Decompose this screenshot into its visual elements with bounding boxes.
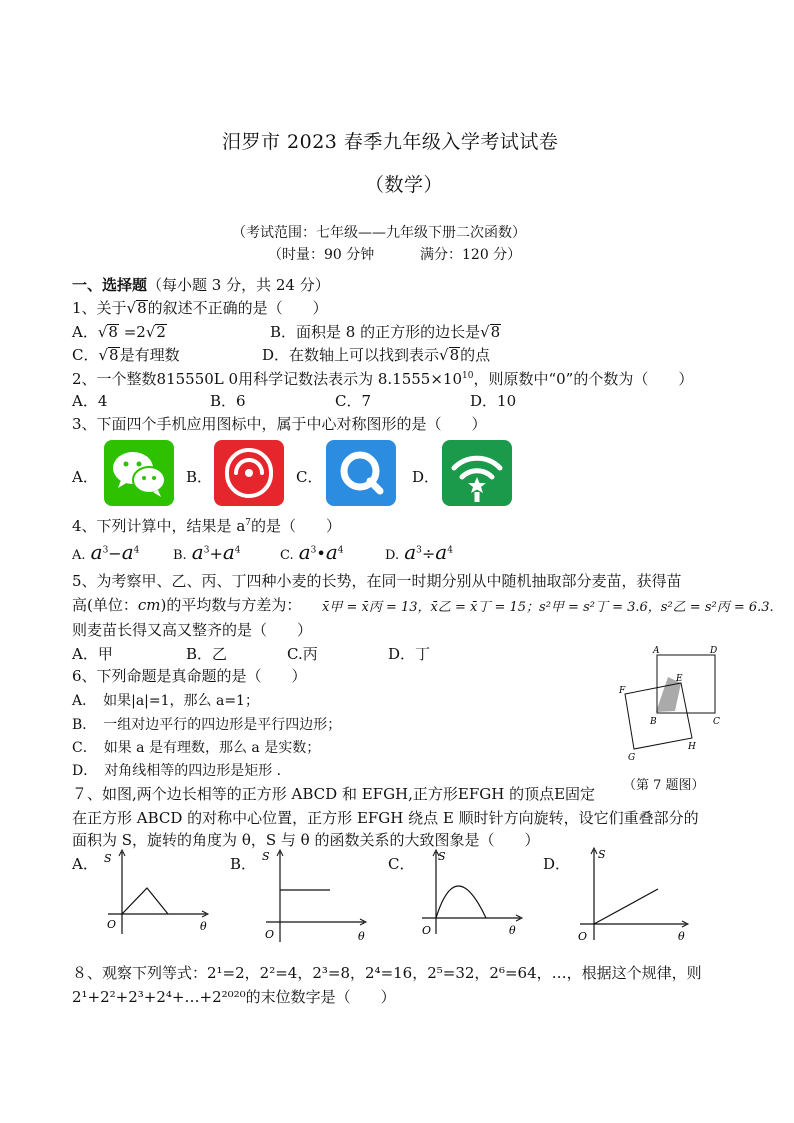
q6-option-d: D． 对角线相等的四边形是矩形 . (72, 763, 282, 779)
q1-b-text: B．面积是 8 的正方形的边长是 (270, 323, 481, 341)
q7-figure-caption: （第 7 题图） (623, 778, 705, 793)
q7-graph-c (414, 846, 529, 938)
q5-unit: cm (137, 596, 161, 614)
q1-a-radicand: 8 (108, 323, 118, 341)
q8-line2: 2¹+2²+2³+2⁴+…+2²⁰²⁰的末位数字是（ ） (72, 988, 396, 1006)
exam-title: 汨罗市 2023 春季九年级入学考试试卷 (222, 131, 559, 153)
q5-line2 (72, 594, 301, 615)
q7-graph-b (258, 846, 373, 946)
q3-label-c: C． (296, 468, 323, 486)
q4-a-base1: a (90, 540, 103, 564)
q1-stem: 1、关于√8的叙述不正确的是（ ） (72, 299, 328, 317)
q4-c-base2: a (325, 540, 338, 564)
fig-label-f: F (619, 686, 626, 696)
q1-a-label: A． (72, 323, 98, 341)
q4-c-label: C. (280, 548, 294, 563)
q6-option-c: C． 如果 a 是有理数，那么 a 是实数； (72, 740, 321, 756)
q4-d-exp2: 4 (447, 545, 453, 556)
q4-b-base2: a (222, 540, 235, 564)
q4-c-op: • (316, 544, 326, 563)
exam-score: 满分：120 分） (420, 247, 522, 263)
graph-d-s-label: S (598, 848, 606, 861)
section-title: 一、选择题 (72, 276, 148, 294)
q1-a-radicand2: 2 (156, 323, 166, 341)
q4-b-exp2: 4 (234, 545, 241, 556)
section-note: （每小题 3 分，共 24 分） (147, 276, 330, 294)
q2-exp: 10 (462, 371, 474, 381)
fig-label-b: B (650, 717, 657, 727)
graph-b-theta-label: θ (358, 930, 365, 943)
graph-d-theta-label: θ (678, 930, 685, 943)
q5-stats: x̄甲 = x̄丙 = 13，x̄乙 = x̄丁 = 15；s²甲 = s²丁 = 3.6，s²乙 = s²丙 = 6.3. (322, 600, 774, 615)
q6-option-a: A． 如果|a|=1，那么 a=1； (72, 693, 259, 709)
q3-stem: 3、下面四个手机应用图标中，属于中心对称图形的是（ ） (72, 415, 487, 433)
wechat-icon (104, 440, 174, 506)
q4-c-base1: a (298, 540, 311, 564)
q7-option-c: C． (388, 855, 415, 873)
sohu-icon (214, 440, 284, 506)
q3-label-d: D． (412, 468, 440, 486)
q2-option-a: A．4 (72, 392, 108, 410)
q4-d-exp1: 3 (416, 545, 422, 556)
q1-option-c: C．√8是有理数 (72, 346, 180, 364)
q4-a-exp2: 4 (133, 545, 140, 556)
graph-a-s-label: S (104, 852, 112, 865)
q1-option-a: A．√8 =2√2 (72, 323, 166, 341)
q4-tail: 的是（ ） (251, 517, 342, 535)
q5-line2-a: 高(单位： (72, 596, 138, 614)
exam-time: （时量：90 分钟 (268, 247, 375, 263)
q4-c-exp1: 3 (310, 545, 317, 556)
q1-prefix: 1、关于 (72, 299, 127, 317)
graph-d-origin: O (578, 930, 588, 943)
q5-option-d: D．丁 (388, 645, 431, 663)
q2-option-b: B．6 (210, 392, 246, 410)
q1-c-text: 是有理数 (119, 346, 180, 364)
q6-stem: 6、下列命题是真命题的是（ ） (72, 667, 307, 685)
fig-label-c: C (713, 717, 720, 727)
q1-d-text: D．在数轴上可以找到表示 (262, 346, 440, 364)
q5-option-c: C.丙 (287, 645, 318, 663)
q4-a-exp1: 3 (102, 545, 109, 556)
section-heading (72, 274, 330, 295)
q1-b-radicand: 8 (490, 323, 501, 341)
graph-c-theta-label: θ (509, 924, 516, 937)
q7-line2: 在正方形 ABCD 的对称中心位置，正方形 EFGH 绕点 E 顺时针方向旋转，设它们重叠部分的 (72, 809, 699, 827)
q1-option-b: B．面积是 8 的正方形的边长是√8 (270, 323, 501, 341)
q2-option-c: C．7 (335, 392, 372, 410)
q7-option-d: D． (543, 855, 571, 873)
q4-a-op: − (108, 544, 122, 563)
q2-text: 2、一个整数815550L 0用科学记数法表示为 8.1555×10 (72, 370, 462, 388)
fig-label-a: A (653, 646, 660, 656)
exam-scope: （考试范围：七年级——九年级下册二次函数） (232, 225, 526, 241)
q1-radicand: 8 (137, 299, 147, 317)
q4-a-label: A. (72, 548, 86, 563)
graph-a-theta-label: θ (200, 920, 207, 933)
q1-suffix: 的叙述不正确的是（ ） (147, 299, 328, 317)
q4-b-op: + (209, 544, 223, 563)
q5-option-a: A．甲 (72, 645, 113, 663)
q7-line1: ７、如图,两个边长相等的正方形 ABCD 和 EFGH,正方形EFGH 的顶点E固定 (72, 785, 596, 803)
graph-a-origin: O (107, 918, 117, 931)
q7-figure (612, 642, 742, 762)
q4-option-b (173, 540, 241, 564)
q4-d-label: D. (385, 548, 400, 563)
subject-title: （数学） (365, 174, 444, 196)
fig-label-d: D (710, 646, 718, 656)
q2-tail: ，则原数中“0”的个数为（ ） (473, 370, 694, 388)
q5-line2-b: )的平均数与方差为： (160, 596, 302, 614)
q4-b-label: B. (173, 548, 187, 563)
q4-stem (72, 515, 341, 536)
fig-label-h: H (688, 742, 696, 752)
q1-option-d: D．在数轴上可以找到表示√8的点 (262, 346, 491, 364)
graph-b-origin: O (265, 928, 275, 941)
graph-c-origin: O (422, 924, 432, 937)
q4-d-base2: a (435, 540, 448, 564)
q7-graph-a (100, 846, 215, 936)
q4-option-a (72, 540, 139, 564)
q1-c-radicand: 8 (109, 346, 119, 364)
q7-graph-d (570, 844, 695, 944)
q7-option-b: B． (230, 855, 257, 873)
q4-b-base1: a (191, 540, 204, 564)
q4-d-op: ÷ (421, 544, 436, 563)
q4-b-exp1: 3 (203, 545, 210, 556)
q8-line1: ８、观察下列等式：2¹=2，2²=4，2³=8，2⁴=16，2⁵=32，2⁶=64，…，根据这个规律，则 (72, 964, 702, 982)
q2-stem (72, 368, 693, 389)
wifi-icon (442, 440, 512, 506)
q4-exp: 7 (245, 518, 251, 528)
graph-c-s-label: S (438, 850, 446, 863)
q4-a-base2: a (121, 540, 134, 564)
graph-b-s-label: S (262, 850, 270, 863)
q5-option-b: B．乙 (186, 645, 228, 663)
fig-label-e: E (676, 674, 683, 684)
q3-label-b: B． (186, 468, 213, 486)
q4-c-exp2: 4 (337, 545, 344, 556)
q5-line3: 则麦苗长得又高又整齐的是（ ） (72, 621, 313, 639)
q1-d-radicand: 8 (449, 346, 460, 364)
q7-option-a: A． (72, 855, 98, 873)
q2-option-d: D．10 (470, 392, 517, 410)
q1-d-suffix: 的点 (460, 346, 491, 364)
q4-option-c (280, 540, 344, 564)
search-q-icon (326, 440, 396, 506)
q7-line3: 面积为 S，旋转的角度为 θ，S 与 θ 的函数关系的大致图象是（ ） (72, 831, 540, 849)
q4-option-d (385, 540, 453, 564)
q5-line1: 5、为考察甲、乙、丙、丁四种小麦的长势，在同一时期分别从中随机抽取部分麦苗，获得苗 (72, 572, 682, 590)
q4-text: 4、下列计算中，结果是 a (72, 517, 246, 535)
q6-option-b: B． 一组对边平行的四边形是平行四边形； (72, 717, 342, 733)
q3-label-a: A． (72, 468, 98, 486)
fig-label-g: G (628, 753, 636, 762)
q1-c-label: C． (72, 346, 99, 364)
q1-a-eq: =2 (123, 323, 146, 341)
q4-d-base1: a (404, 540, 417, 564)
